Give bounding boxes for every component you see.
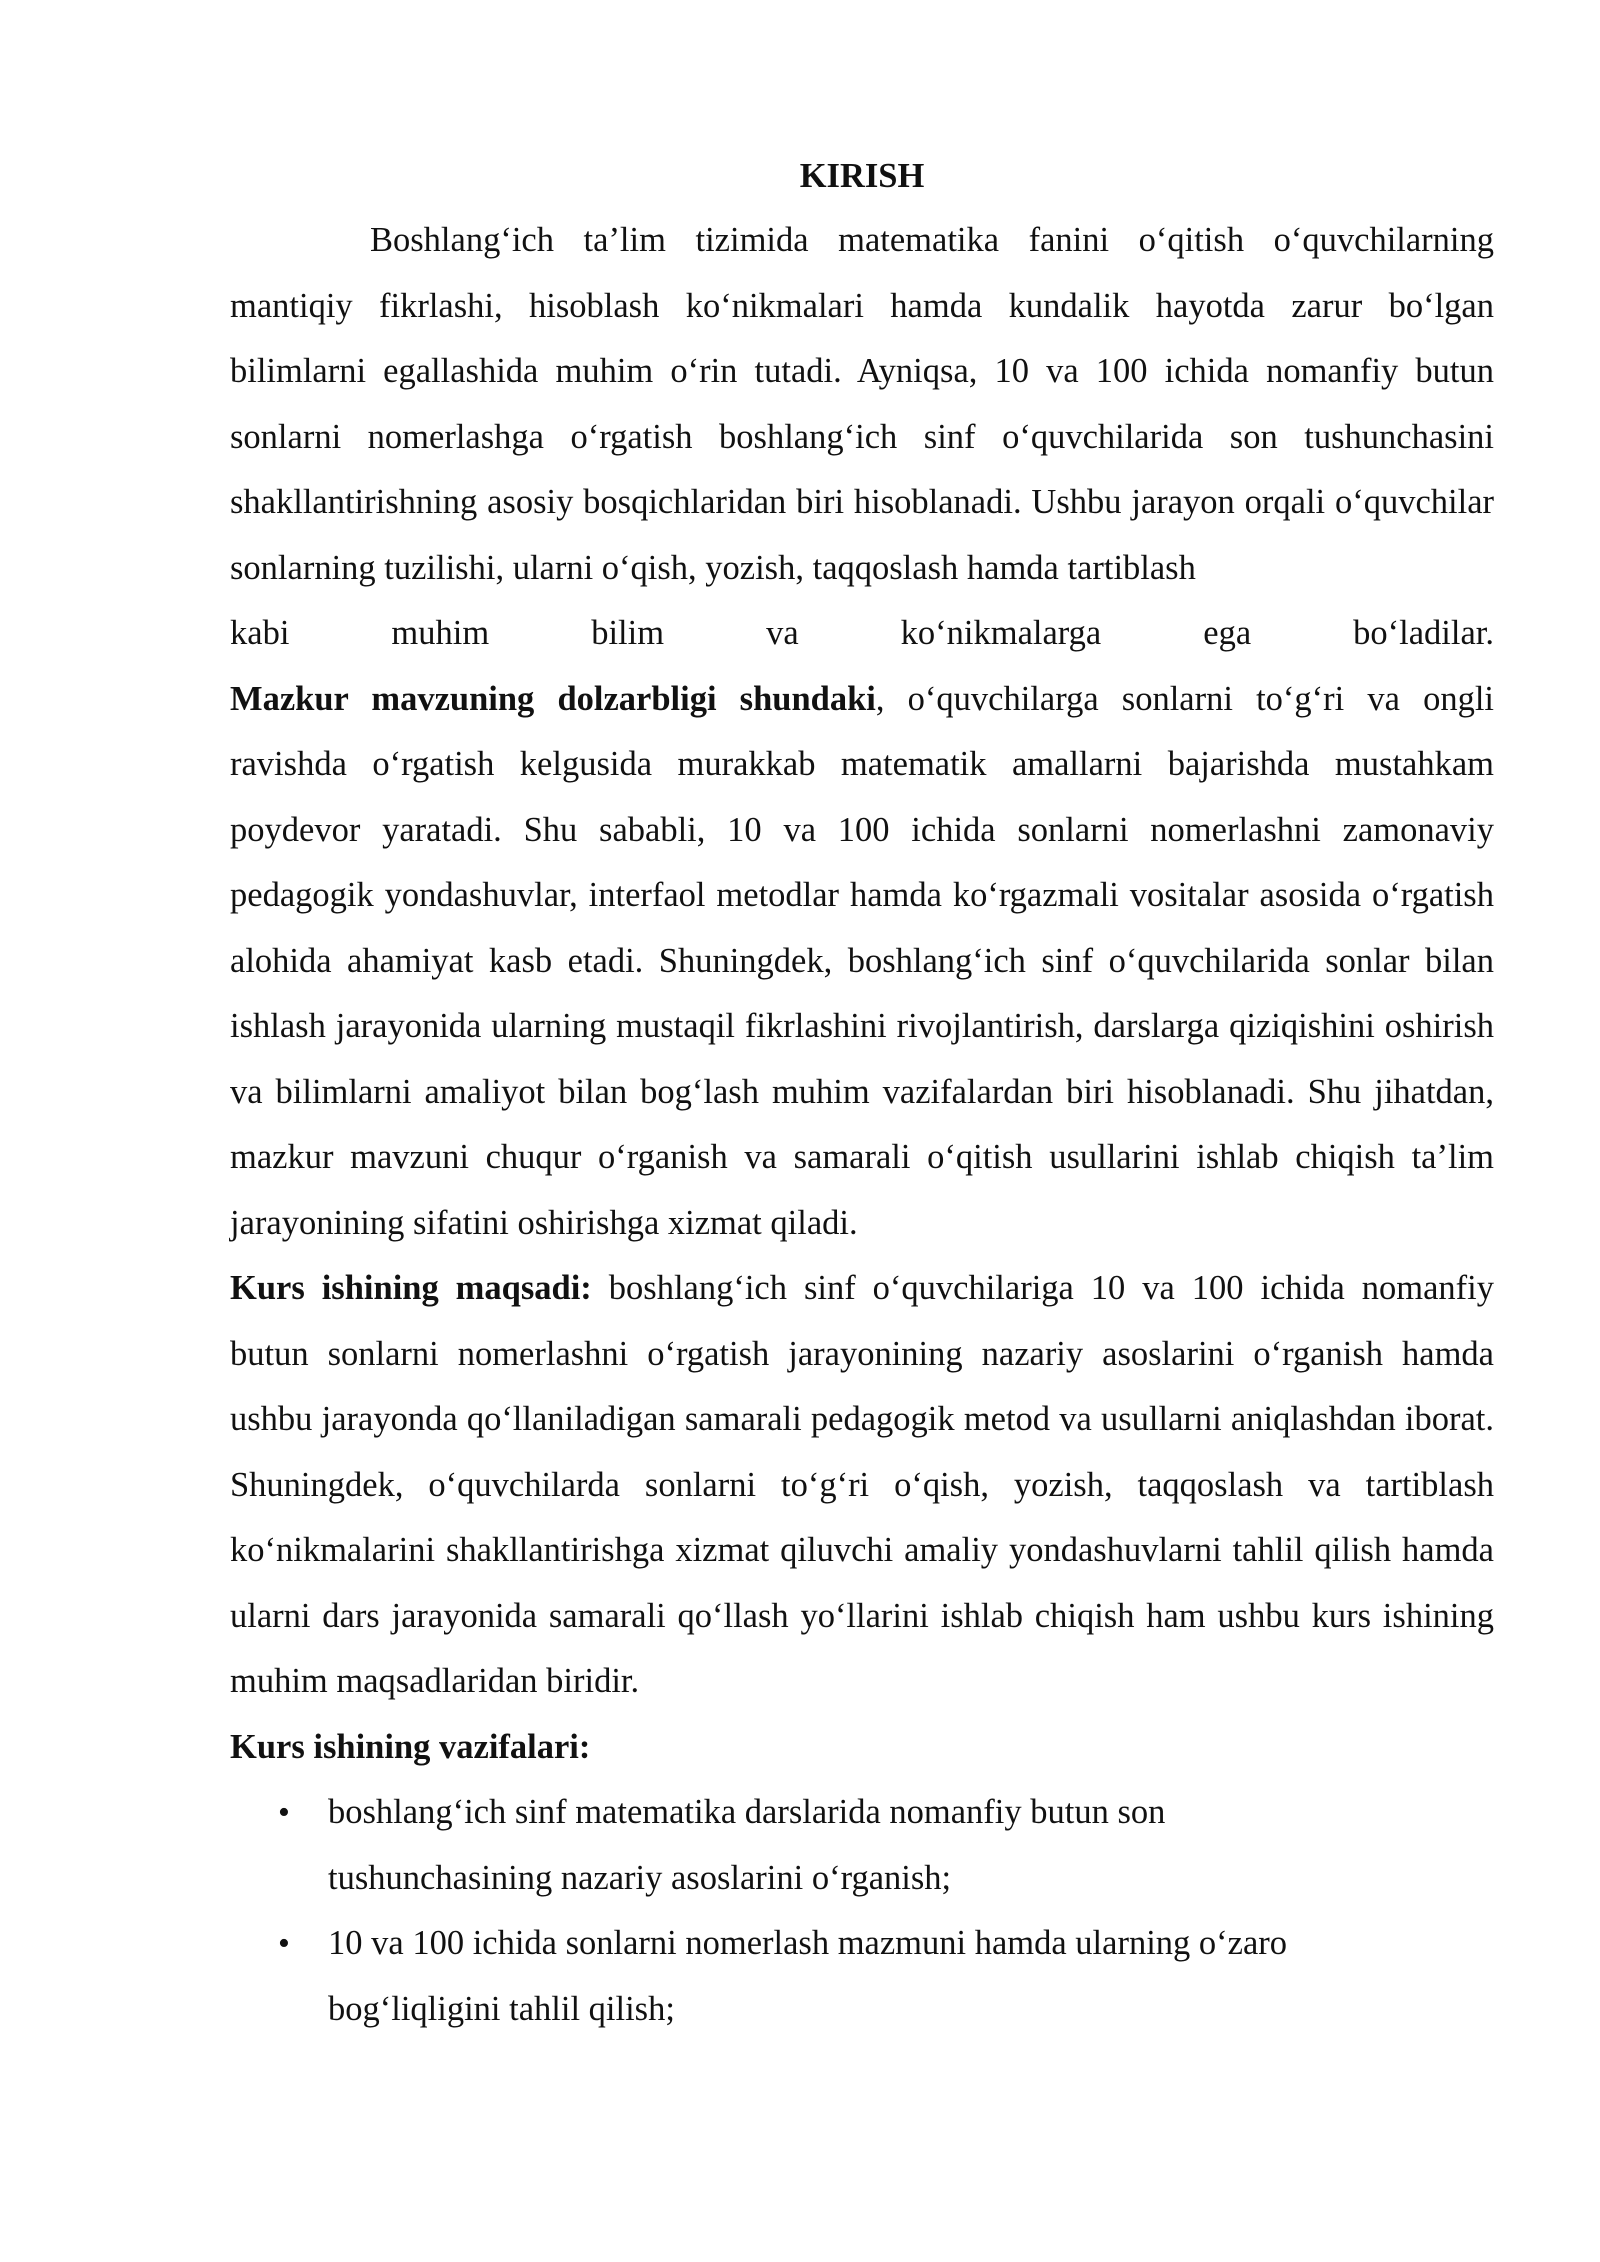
tasks-list — [230, 1780, 1494, 2042]
goal-text: boshlang‘ich sinf o‘quvchilariga 10 va 100 ichida nomanfiy butun sonlarni nomerlashni o‘rgatish jarayonining nazariy asoslarini o‘rganish hamda ushbu jarayonda qo‘llaniladigan samarali pedagogik metod va usullarni aniqlashdan iborat. Shuningdek, o‘quvchilarda sonlarni to‘g‘ri o‘qish, yozish, taqqoslash va tartiblash ko‘nikmalarini shakllantirishga xizmat qiluvchi amaliy yondashuvlarni tahlil qilish hamda ularni dars jarayonida samarali qo‘llash yo‘llarini ishlab chiqish ham ushbu kurs ishining muhim maqsadlaridan biridir. — [230, 1269, 1495, 1700]
list-item — [230, 1780, 1328, 1911]
task-2-line-2: bog‘liqligini tahlil qilish; — [328, 1989, 675, 2028]
list-item — [230, 1911, 1328, 2042]
goal-lead: Kurs ishining maqsadi: — [230, 1269, 592, 1307]
relevance-paragraph — [230, 667, 1494, 1257]
task-1-line-2: tushunchasining nazariy asoslarini o‘rganish; — [328, 1858, 952, 1897]
relevance-text: , o‘quvchilarga sonlarni to‘g‘ri va ongli ravishda o‘rgatish kelgusida murakkab matematik amallarni bajarishda mustahkam poydevor yaratadi. Shu sababli, 10 va 100 ichida sonlarni nomerlashni zamonaviy pedagogik yondashuvlar, interfaol metodlar hamda ko‘rgazmali vositalar asosida o‘rgatish alohida ahamiyat kasb etadi. Shuningdek, boshlang‘ich sinf o‘quvchilarida sonlar bilan ishlash jarayonida ularning mustaqil fikrlashini rivojlantirish, darslarga qiziqishini oshirish va bilimlarni amaliyot bilan bog‘lash muhim vazifalardan biri hisoblanadi. Shu jihatdan, mazkur mavzuni chuqur o‘rganish va samarali o‘qitish usullarini ishlab chiqish ta’lim jarayonining sifatini oshirishga xizmat qiladi. — [230, 679, 1494, 1242]
task-2-line-1: 10 va 100 ichida sonlarni nomerlash mazmuni hamda ularning o‘zaro — [328, 1924, 1288, 1962]
tasks-heading: Kurs ishining vazifalari: — [230, 1727, 591, 1766]
task-1-line-1: boshlang‘ich sinf matematika darslarida nomanfiy butun son — [328, 1793, 1166, 1831]
intro-paragraph — [230, 208, 1494, 601]
intro-last-line: kabi muhim bilim va ko‘nikmalarga ega bo‘ladilar. — [230, 614, 1494, 652]
bullet-icon: • — [278, 1794, 290, 1831]
document-page — [230, 148, 1494, 2042]
intro-text: Boshlang‘ich ta’lim tizimida matematika fanini o‘qitish o‘quvchilarning mantiqiy fikrlashi, hisoblash ko‘nikmalari hamda kundalik hayotda zarur bo‘lgan bilimlarni egallashida muhim o‘rin tutadi. Ayniqsa, 10 va 100 ichida nomanfiy butun sonlarni nomerlashga o‘rgatish boshlang‘ich sinf o‘quvchilarida son tushunchasini shakllantirishning asosiy bosqichlaridan biri hisoblanadi. Ushbu jarayon orqali o‘quvchilar sonlarning tuzilishi, ularni o‘qish, yozish, taqqoslash hamda tartiblash — [230, 221, 1494, 587]
bullet-icon: • — [278, 1925, 290, 1962]
goal-paragraph — [230, 1256, 1494, 1715]
relevance-lead: Mazkur mavzuning dolzarbligi shundaki — [230, 679, 876, 718]
page-title: KIRISH — [799, 157, 925, 195]
